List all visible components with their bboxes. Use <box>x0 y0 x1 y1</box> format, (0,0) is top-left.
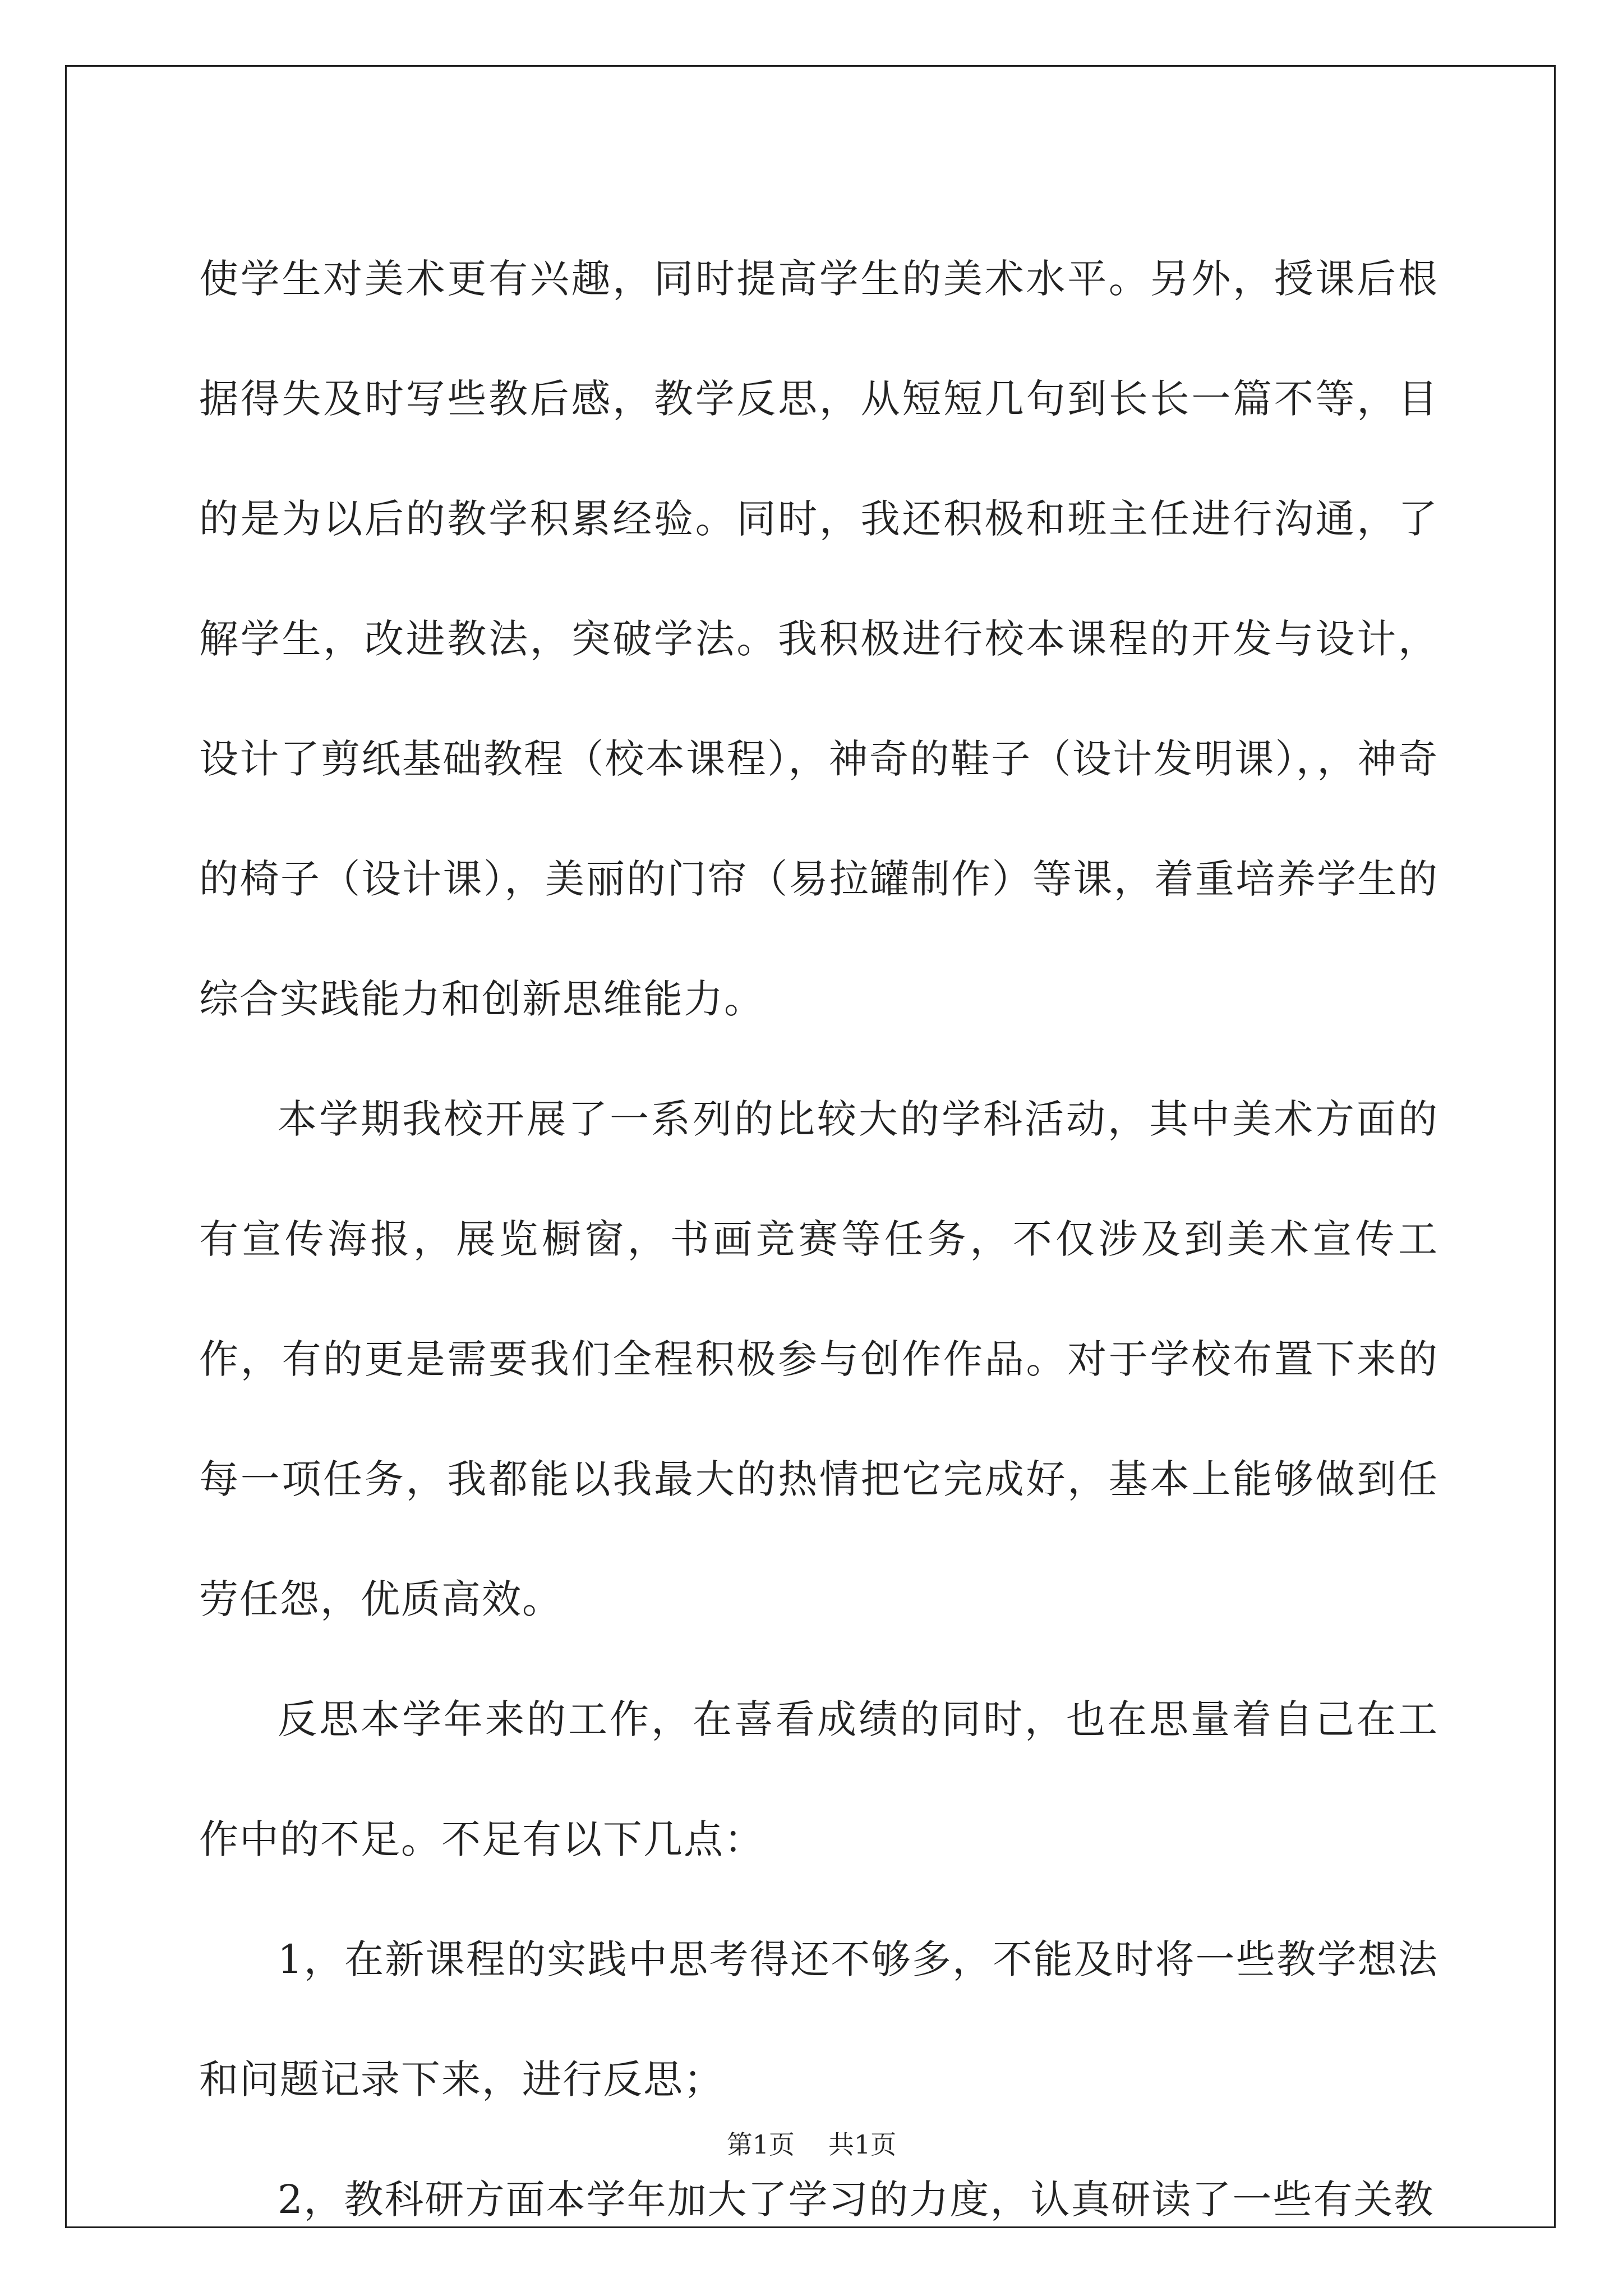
page-footer <box>0 2124 1623 2161</box>
paragraph-1: 使学生对美术更有兴趣，同时提高学生的美术水平。另外，授课后根据得失及时写些教后感，教学反思，从短短几句到长长一篇不等，目的是为以后的教学积累经验。同时，我还积极和班主任进行沟通，了解学生，改进教法，突破学法。我积极进行校本课程的开发与设计，设计了剪纸基础教程（校本课程），神奇的鞋子（设计发明课），，神奇的椅子（设计课），美丽的门帘（易拉罐制作）等课，着重培养学生的综合实践能力和创新思维能力。 <box>199 256 1438 1022</box>
page-total: 共1页 <box>828 2129 897 2160</box>
paragraph-5: 2，教科研方面本学年加大了学习的力度，认真研读了一些有关教 <box>278 2177 1435 2223</box>
paragraph-2: 本学期我校开展了一系列的比较大的学科活动，其中美术方面的有宣传海报，展览橱窗，书画竞赛等任务，不仅涉及到美术宣传工作，有的更是需要我们全程积极参与创作作品。对于学校布置下来的每一项任务，我都能以我最大的热情把它完成好，基本上能够做到任劳任怨，优质高效。 <box>199 1096 1438 1622</box>
paragraph-4: 1，在新课程的实践中思考得还不够多，不能及时将一些教学想法和问题记录下来，进行反思； <box>199 1936 1438 2102</box>
document-body <box>199 219 1438 2260</box>
paragraph-3: 反思本学年来的工作，在喜看成绩的同时，也在思量着自己在工作中的不足。不足有以下几点： <box>199 1696 1438 1862</box>
page-number: 第1页 <box>726 2129 795 2160</box>
